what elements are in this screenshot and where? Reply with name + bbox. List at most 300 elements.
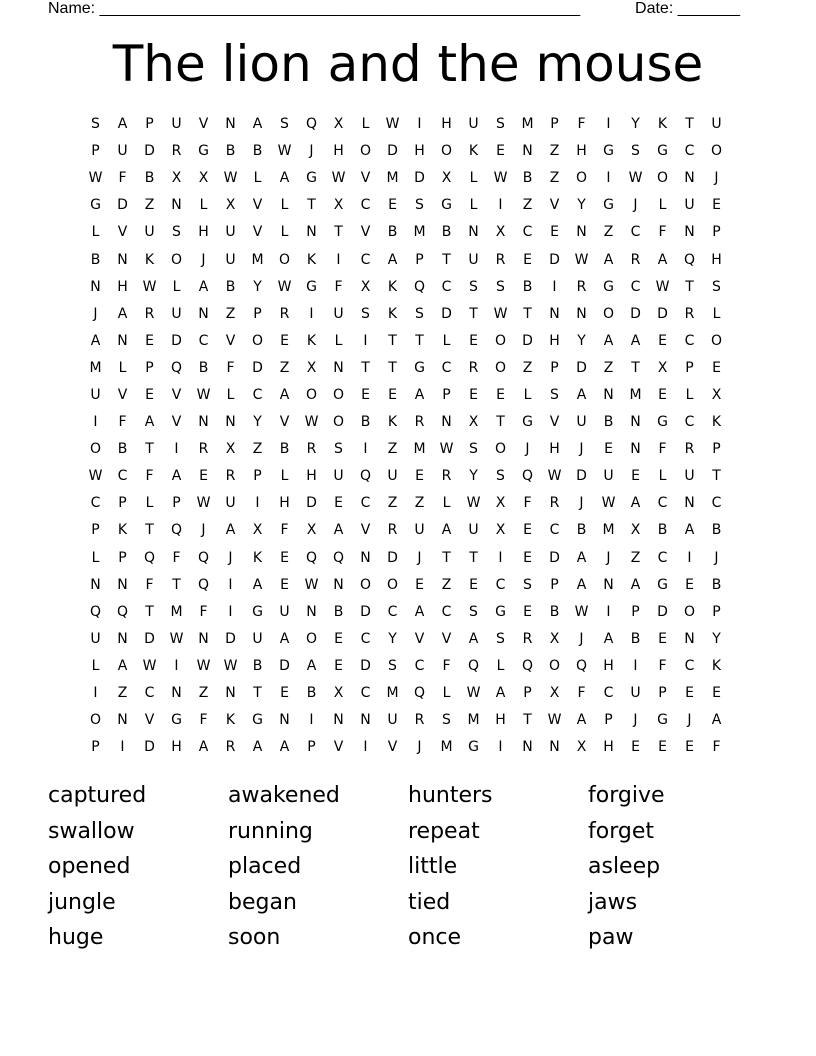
grid-letter: O [575,170,588,187]
grid-letter: Y [469,468,478,485]
grid-letter: U [252,630,263,647]
grid-letter: N [684,630,695,647]
grid-letter: E [334,657,343,674]
grid-letter: F [334,278,343,295]
grid-letter: W [439,441,454,458]
grid-letter: D [360,603,371,620]
grid-letter: N [90,576,101,593]
grid-letter: R [684,305,695,322]
grid-letter: O [602,305,615,322]
grid-letter: C [603,685,614,702]
grid-letter: H [603,657,614,674]
grid-letter: G [657,712,668,729]
grid-letter: E [280,332,289,349]
grid-letter: M [413,224,426,241]
grid-letter: X [252,522,263,539]
grid-letter: D [144,143,155,160]
grid-letter: J [525,441,530,458]
grid-letter: O [494,359,507,376]
grid-letter: Y [577,332,586,349]
grid-letter: X [225,197,236,214]
grid-letter: N [549,739,560,756]
word-list-item: soon [228,925,281,950]
grid-letter: A [279,739,290,756]
grid-letter: P [685,359,694,376]
word-list-item: forget [588,818,654,844]
grid-letter: E [334,630,343,647]
grid-letter: E [145,332,154,349]
grid-letter: V [360,522,371,539]
grid-letter: C [549,522,560,539]
grid-letter: N [198,414,209,431]
grid-letter: Z [603,359,614,376]
grid-letter: U [279,603,290,620]
grid-letter: B [711,576,722,593]
grid-letter: B [657,522,668,539]
grid-letter: C [684,414,695,431]
grid-row [82,626,730,653]
grid-letter: W [142,278,157,295]
grid-letter: A [414,603,425,620]
grid-letter: Q [89,603,102,620]
grid-letter: G [252,603,263,620]
grid-letter: A [225,522,236,539]
grid-letter: D [576,468,587,485]
grid-row [82,490,730,517]
grid-letter: E [712,685,721,702]
grid-letter: U [225,224,236,241]
word-list-item: little [408,854,458,879]
grid-letter: Q [467,657,480,674]
grid-letter: W [304,414,319,431]
grid-letter: C [522,224,533,241]
grid-letter: I [120,739,125,756]
grid-letter: Z [252,441,263,458]
grid-letter: F [712,739,721,756]
grid-letter: R [144,305,155,322]
grid-letter: C [441,359,452,376]
grid-letter: W [196,657,211,674]
grid-letter: V [171,414,182,431]
grid-letter: P [145,116,154,133]
grid-letter: Q [116,603,129,620]
grid-letter: V [144,712,155,729]
grid-letter: U [90,386,101,403]
grid-letter: Q [305,116,318,133]
grid-letter: L [280,197,289,214]
grid-letter: E [199,468,208,485]
grid-letter: T [334,224,343,241]
word-list-item: once [408,925,462,950]
grid-letter: A [90,332,101,349]
grid-letter: E [469,332,478,349]
grid-letter: X [306,359,317,376]
grid-letter: R [684,441,695,458]
grid-letter: F [577,685,586,702]
grid-letter: X [576,739,587,756]
grid-letter: E [658,630,667,647]
grid-letter: U [387,468,398,485]
grid-letter: O [305,630,318,647]
grid-letter: P [172,495,181,512]
grid-letter: I [93,685,98,702]
grid-letter: T [415,332,424,349]
grid-letter: Q [413,278,426,295]
grid-letter: E [523,603,532,620]
grid-row [82,653,730,680]
grid-letter: E [658,739,667,756]
grid-letter: N [576,305,587,322]
grid-letter: H [117,278,128,295]
grid-letter: E [496,386,505,403]
grid-letter: S [91,116,100,133]
grid-letter: S [280,116,289,133]
grid-letter: U [144,224,155,241]
word-list-item: forgive [588,783,665,808]
grid-letter: Q [170,522,183,539]
grid-letter: G [603,278,614,295]
grid-letter: P [91,739,100,756]
grid-letter: E [496,143,505,160]
grid-letter: D [117,197,128,214]
grid-letter: X [333,685,344,702]
grid-letter: A [171,468,182,485]
grid-letter: A [576,576,587,593]
word-list [48,778,768,956]
grid-letter: I [417,116,422,133]
grid-letter: D [225,630,236,647]
grid-letter: L [469,197,478,214]
grid-letter: A [117,116,128,133]
grid-letter: T [253,685,262,702]
grid-letter: N [468,224,479,241]
grid-letter: B [441,224,452,241]
grid-letter: D [549,251,560,268]
grid-letter: G [603,197,614,214]
grid-letter: R [414,712,425,729]
grid-letter: W [547,712,562,729]
grid-letter: N [684,224,695,241]
grid-letter: J [579,495,584,512]
grid-letter: L [172,278,181,295]
grid-letter: E [523,549,532,566]
grid-letter: V [441,630,452,647]
grid-letter: O [548,657,561,674]
grid-letter: O [359,576,372,593]
grid-letter: O [359,143,372,160]
grid-letter: E [469,576,478,593]
grid-letter: Y [631,116,640,133]
grid-letter: W [385,116,400,133]
grid-letter: O [710,143,723,160]
grid-letter: T [631,359,640,376]
grid-letter: A [252,739,263,756]
grid-letter: N [306,603,317,620]
grid-letter: A [387,251,398,268]
grid-letter: L [280,468,289,485]
word-list-item: captured [48,783,147,808]
grid-row [82,545,730,572]
word-list-item: repeat [408,818,480,844]
grid-letter: P [550,116,559,133]
grid-letter: C [414,657,425,674]
grid-row [82,219,730,246]
grid-letter: D [414,170,425,187]
grid-letter: C [360,495,371,512]
grid-letter: G [414,359,425,376]
grid-letter: F [442,657,451,674]
grid-letter: P [253,468,262,485]
grid-letter: V [549,197,560,214]
grid-letter: E [334,495,343,512]
grid-letter: R [414,414,425,431]
grid-letter: K [711,414,722,431]
grid-letter: Y [253,414,262,431]
grid-letter: V [252,224,263,241]
grid-letter: L [91,549,100,566]
grid-letter: N [684,495,695,512]
grid-letter: A [576,712,587,729]
grid-letter: L [145,495,154,512]
grid-letter: S [442,712,451,729]
grid-letter: P [712,224,721,241]
grid-letter: U [225,251,236,268]
grid-letter: T [685,278,694,295]
grid-letter: D [549,549,560,566]
grid-letter: L [658,468,667,485]
grid-letter: N [333,712,344,729]
grid-letter: H [549,441,560,458]
grid-letter: G [522,414,533,431]
grid-letter: Z [225,305,236,322]
grid-letter: W [574,603,589,620]
word-list-item: tied [408,889,451,915]
grid-letter: U [333,305,344,322]
grid-letter: H [171,739,182,756]
grid-letter: X [333,197,344,214]
grid-letter: D [360,657,371,674]
grid-letter: N [117,576,128,593]
grid-letter: U [684,197,695,214]
grid-letter: B [333,603,344,620]
grid-letter: L [523,386,532,403]
grid-letter: W [574,251,589,268]
grid-letter: A [630,332,641,349]
grid-letter: Y [712,630,721,647]
grid-letter: Q [305,549,318,566]
grid-letter: I [363,739,368,756]
grid-letter: W [466,495,481,512]
grid-letter: A [279,630,290,647]
grid-letter: U [684,468,695,485]
grid-letter: N [198,630,209,647]
grid-letter: R [495,251,506,268]
grid-letter: X [657,359,668,376]
grid-letter: Z [522,197,533,214]
grid-letter: T [712,468,721,485]
grid-letter: W [88,170,103,187]
grid-letter: J [201,522,206,539]
grid-letter: M [170,603,183,620]
grid-letter: A [630,576,641,593]
grid-letter: Z [117,685,128,702]
grid-letter: O [251,332,264,349]
grid-letter: D [576,359,587,376]
grid-letter: X [225,441,236,458]
grid-letter: F [145,576,154,593]
grid-row [82,382,730,409]
grid-letter: R [225,468,236,485]
grid-letter: T [523,712,532,729]
grid-letter: U [414,522,425,539]
grid-letter: R [225,739,236,756]
grid-letter: U [90,630,101,647]
grid-letter: E [712,197,721,214]
grid-letter: Z [387,495,398,512]
grid-row [82,165,730,192]
grid-letter: W [493,305,508,322]
grid-letter: E [523,522,532,539]
grid-letter: K [225,712,236,729]
grid-letter: I [174,441,179,458]
grid-letter: U [171,305,182,322]
grid-letter: V [360,170,371,187]
grid-letter: Z [441,576,452,593]
grid-letter: D [171,332,182,349]
grid-letter: O [332,386,345,403]
grid-letter: S [469,278,478,295]
grid-letter: B [360,414,371,431]
grid-letter: B [576,522,587,539]
grid-letter: H [576,143,587,160]
grid-letter: N [360,549,371,566]
grid-letter: K [144,251,155,268]
grid-letter: K [387,414,398,431]
grid-row [82,599,730,626]
grid-letter: N [333,576,344,593]
grid-letter: N [549,305,560,322]
grid-letter: A [414,386,425,403]
grid-letter: H [549,332,560,349]
grid-letter: A [603,251,614,268]
grid-letter: H [333,143,344,160]
grid-letter: O [170,251,183,268]
grid-letter: I [93,414,98,431]
grid-letter: Z [549,143,560,160]
grid-letter: L [334,332,343,349]
grid-letter: X [171,170,182,187]
grid-letter: N [603,576,614,593]
grid-letter: N [333,359,344,376]
grid-letter: C [360,630,371,647]
grid-letter: D [657,305,668,322]
grid-letter: M [467,712,480,729]
grid-letter: D [441,305,452,322]
word-list-item: jungle [48,889,116,915]
grid-letter: P [712,603,721,620]
grid-letter: J [417,739,422,756]
grid-letter: I [363,441,368,458]
grid-letter: W [223,170,238,187]
grid-letter: A [333,522,344,539]
grid-letter: E [658,332,667,349]
grid-letter: S [523,576,532,593]
grid-letter: S [415,197,424,214]
grid-letter: E [712,359,721,376]
grid-letter: P [118,495,127,512]
grid-letter: E [280,549,289,566]
grid-row [82,138,730,165]
grid-letter: N [117,332,128,349]
grid-letter: E [685,739,694,756]
date-field: Date: _______ [635,0,740,17]
grid-letter: P [307,739,316,756]
grid-letter: F [658,224,667,241]
grid-letter: B [603,414,614,431]
grid-letter: Q [683,251,696,268]
grid-letter: V [333,739,344,756]
grid-letter: E [631,468,640,485]
grid-letter: L [280,224,289,241]
grid-letter: A [630,495,641,512]
grid-letter: H [279,495,290,512]
grid-row [82,192,730,219]
grid-letter: L [91,657,100,674]
grid-letter: X [333,116,344,133]
grid-letter: R [468,359,479,376]
name-field: Name: ______________________________________________________ [48,0,581,17]
grid-letter: U [333,468,344,485]
grid-letter: F [658,657,667,674]
grid-letter: C [360,251,371,268]
grid-letter: I [309,305,314,322]
grid-letter: Q [521,468,534,485]
grid-letter: O [683,603,696,620]
grid-letter: A [198,278,209,295]
grid-letter: C [711,495,722,512]
grid-letter: B [522,278,533,295]
grid-letter: F [118,414,127,431]
grid-letter: D [387,549,398,566]
grid-letter: N [171,685,182,702]
grid-letter: B [90,251,101,268]
grid-letter: V [360,224,371,241]
grid-letter: C [252,386,263,403]
grid-letter: O [332,414,345,431]
grid-letter: K [117,522,128,539]
grid-letter: K [657,116,668,133]
grid-letter: U [171,116,182,133]
grid-letter: V [549,414,560,431]
grid-letter: O [386,576,399,593]
grid-letter: N [225,116,236,133]
grid-letter: D [522,332,533,349]
grid-letter: G [198,143,209,160]
grid-letter: R [387,522,398,539]
grid-letter: A [657,251,668,268]
grid-letter: P [118,549,127,566]
grid-letter: L [469,170,478,187]
grid-letter: J [579,630,584,647]
grid-letter: R [306,441,317,458]
grid-letter: I [606,603,611,620]
grid-letter: C [684,332,695,349]
grid-letter: A [576,386,587,403]
grid-letter: X [630,522,641,539]
grid-letter: K [252,549,263,566]
grid-letter: R [441,468,452,485]
grid-letter: O [89,712,102,729]
